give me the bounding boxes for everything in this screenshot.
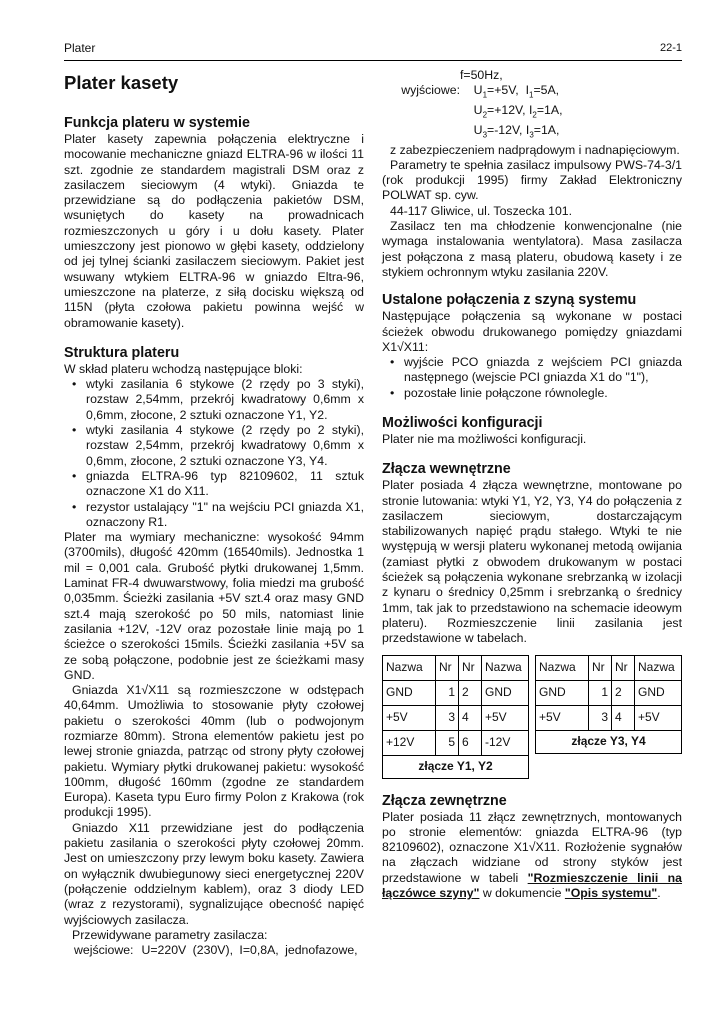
manufacturer-address: 44-117 Gliwice, ul. Toszecka 101. <box>390 203 573 218</box>
section-heading-external-connectors: Złącza zewnętrzne <box>382 792 507 809</box>
bus-connections-list <box>382 355 682 401</box>
function-paragraph: Plater kasety zapewnia połączenia elektryczne i mocowanie mechaniczne gniazd ELTRA-96 w ilości 11 szt. zgodnie ze standardem magistrali DSM oraz z zasilaczem sieciowym (4 wtyki). Gniazda te przewidziane są do podłączenia pakietów DSM, wsuniętych do kasety na prowadnicach rozmieszczonych u góry i u dołu kasety. Plater umieszczony jest pionowo w głębi kasety, oddzielony od jej tylnej ścianki zasilaczem sieciowym. Pakiet jest wsuwany wtykiem ELTRA-96 w gniazdo Eltra-96, umieszczone na platerze, z siłą docisku większą od 115N (płyta czołowa pakietu powinna wejść w obramowanie kasety). <box>64 132 364 330</box>
list-item: • wtyki zasilania 4 stykowe (2 rzędy po 2 styki), rozstaw 2,54mm, przekrój kwadratowy 0,6mm x 0,6mm, złocone, 2 sztuki oznaczone Y3, Y4. <box>72 423 364 469</box>
header-page-number: 22-1 <box>659 42 682 54</box>
table-caption-row <box>536 731 681 753</box>
socket-x11-paragraph: Gniazdo X11 przewidziane jest do podłączenia pakietu zasilania o szerokości płyty czołowej 20mm. Jest on umieszczony przy lewym boku kasety. Zawiera on wyłącznik dwubiegunowy sieci energetycznej 220V (połączenie oddzielnym kablem), oraz 3 diody LED (wraz z rezystorami), sygnalizujące obecność napięć wyjściowych zasilacza. <box>64 820 364 927</box>
page-header <box>64 40 682 61</box>
sockets-paragraph: Gniazda X1√X11 są rozmieszczone w odstępach 40,64mm. Umożliwia to stosowanie płyty czołowej pakietu o szerokości 40mm (lub o podwojonym rozmiarze 80mm). Strona elementów pakietu jest po lewej stronie gniazda, patrząc od strony płyty czołowej pakietu. Wymiary płytki drukowanej pakietu: wysokość 100mm, długość 160mm (zgodne ze standardem Europa). Kaseta typu Euro firmy Polon z Krakowa (rok produkcji 1995). <box>64 683 364 820</box>
section-heading-internal-connectors: Złącza wewnętrzne <box>382 461 511 478</box>
structure-list <box>64 377 364 530</box>
left-column <box>64 68 364 958</box>
table-row: +5V 3 4 +5V <box>536 706 681 731</box>
list-item: • rezystor ustalający "1" na wejściu PCI gniazda X1, oznaczony R1. <box>72 500 364 531</box>
table-row: +12V 5 6 -12V <box>383 731 528 756</box>
table-caption: złącze Y3, Y4 <box>571 733 646 748</box>
link-system-description[interactable]: "Opis systemu" <box>564 886 658 901</box>
psu-model-paragraph: Parametry te spełnia zasilacz impulsowy PWS-74-3/1 (rok produkcji 1995) firmy Zakład Elektroniczny POLWAT sp. cyw. <box>382 157 682 203</box>
cooling-paragraph: Zasilacz ten ma chłodzenie konwencjonalne (nie wymaga instalowania wentylatora). Masa zasilacza jest połączona z masą plateru, obudową kasety i ze stykiem ochronnym wtyku zasilania 220V. <box>382 219 682 279</box>
input-label: wejściowe: <box>74 943 134 958</box>
link-bus-connector-layout[interactable]: "Rozmieszczenie linii na łączówce szyny" <box>382 870 683 901</box>
output-line-1: $U_1=+5V$, $I_1=5A$, <box>473 83 560 100</box>
table-row: +5V 3 4 +5V <box>383 706 528 731</box>
psu-output-block <box>382 68 682 143</box>
list-item: • wyjście PCO gniazda z wejściem PCI gniazda następnego (wejscie PCI gniazda X1 do "1"), <box>390 355 682 386</box>
section-heading-configuration: Możliwości konfiguracji <box>382 415 543 431</box>
output-line-3: $U_3=-12V$, $I_3=1A$, <box>473 122 560 140</box>
protection-text: z zabezpieczeniem nadprądowym i nadnapięciowym. <box>390 142 680 157</box>
bus-connections-intro: Następujące połączenia są wykonane w postaci ścieżek obwodu drukowanego pomiędzy gniazdami X1√X11: <box>382 309 682 354</box>
list-item: • pozostałe linie połączone równolegle. <box>390 386 682 401</box>
external-connectors-paragraph: Plater posiada 11 złącz zewnętrznych, montowanych po stronie elementów: gniazda ELTRA-96 (typ 82109602), oznaczone X1√X11. Rozłożenie sygnałów na złączach widziane od strony styków jest przedstawione w tabeli "Rozmieszczenie linii na łączówce szyny" w dokumencie "Opis systemu". <box>382 809 683 901</box>
section-heading-structure: Struktura plateru <box>64 344 180 361</box>
configuration-text: Plater nie ma możliwości konfiguracji. <box>382 432 587 446</box>
internal-connectors-paragraph: Plater posiada 4 złącza wewnętrzne, montowane po stronie lutowania: wtyki Y1, Y2, Y3, Y4 do połączenia z zasilaczem sieciowym, dostarczającym stabilizowanych napięć prądu stałego. Wtyki te nie występują w wersji plateru wykonanej metodą owijania (zamiast płytki z obwodem drukowanym w postaci ścieżek są połączenia wykonane srebrzanką w izolacji z kynaru o średnicy 0,25mm i srebrzanką o średnicy 1mm, tak jak to przedstawiono na schemacie ideowym plateru). Rozmieszczenie linii zasilania jest przedstawione w tabelach. <box>382 478 682 646</box>
dimensions-paragraph: Plater ma wymiary mechaniczne: wysokość 94mm (3700mils), długość 420mm (16540mils). Jednostka 1 mil = 0,001 cala. Grubość płytki drukowanej 1,5mm. Laminat FR-4 dwuwarstwowy, folia miedzi ma grubość 0,035mm. Ścieżki zasilania +5V szt.4 oraz masy GND szt.4 mają szerokość po 50 mils, natomiast linie zasilania +12V, -12V oraz pozostałe linie mają po 1 ścieżce o szerokości 15mils. Ścieżki zasilania +5V sa ze sobą połączone, podobnie jest ze ścieżkami masy GND. <box>64 530 364 682</box>
header-section-name: Plater <box>64 41 96 55</box>
table-caption-row <box>383 756 528 778</box>
table-row: GND 1 2 GND <box>536 681 681 706</box>
input-value: U=220V (230V), I=0,8A, jednofazowe, <box>141 943 358 958</box>
section-heading-function: Funkcja plateru w systemie <box>64 115 250 131</box>
table-connector-y1-y2 <box>382 655 529 779</box>
table-caption: złącze Y1, Y2 <box>418 758 493 773</box>
right-column <box>382 68 682 901</box>
list-item: • gniazda ELTRA-96 typ 82109602, 11 sztuk oznaczone X1 do X11. <box>72 469 364 500</box>
connector-tables <box>382 655 682 779</box>
section-heading-bus-connections: Ustalone połączenia z szyną systemu <box>382 292 637 309</box>
psu-input-row <box>64 943 364 958</box>
table-connector-y3-y4 <box>535 655 682 754</box>
table-header-row: Nazwa Nr Nr Nazwa <box>383 656 528 681</box>
document-title: Plater kasety <box>64 72 179 93</box>
table-row: GND 1 2 GND <box>383 681 528 706</box>
list-item: • wtyki zasilania 6 stykowe (2 rzędy po 3 styki), rozstaw 2,54mm, przekrój kwadratowy 0,6mm x 0,6mm, złocone, 2 sztuki oznaczone Y1, Y2. <box>72 377 364 423</box>
output-label: wyjściowe: <box>401 83 460 98</box>
table-header-row: Nazwa Nr Nr Nazwa <box>536 656 681 681</box>
output-line-2: $U_2=+12V$, $I_2=1A$, <box>473 103 563 120</box>
frequency: f=50Hz, <box>460 68 503 82</box>
structure-intro: W skład plateru wchodzą następujące bloki: <box>64 361 303 376</box>
psu-params-intro: Przewidywane parametry zasilacza: <box>72 927 268 942</box>
